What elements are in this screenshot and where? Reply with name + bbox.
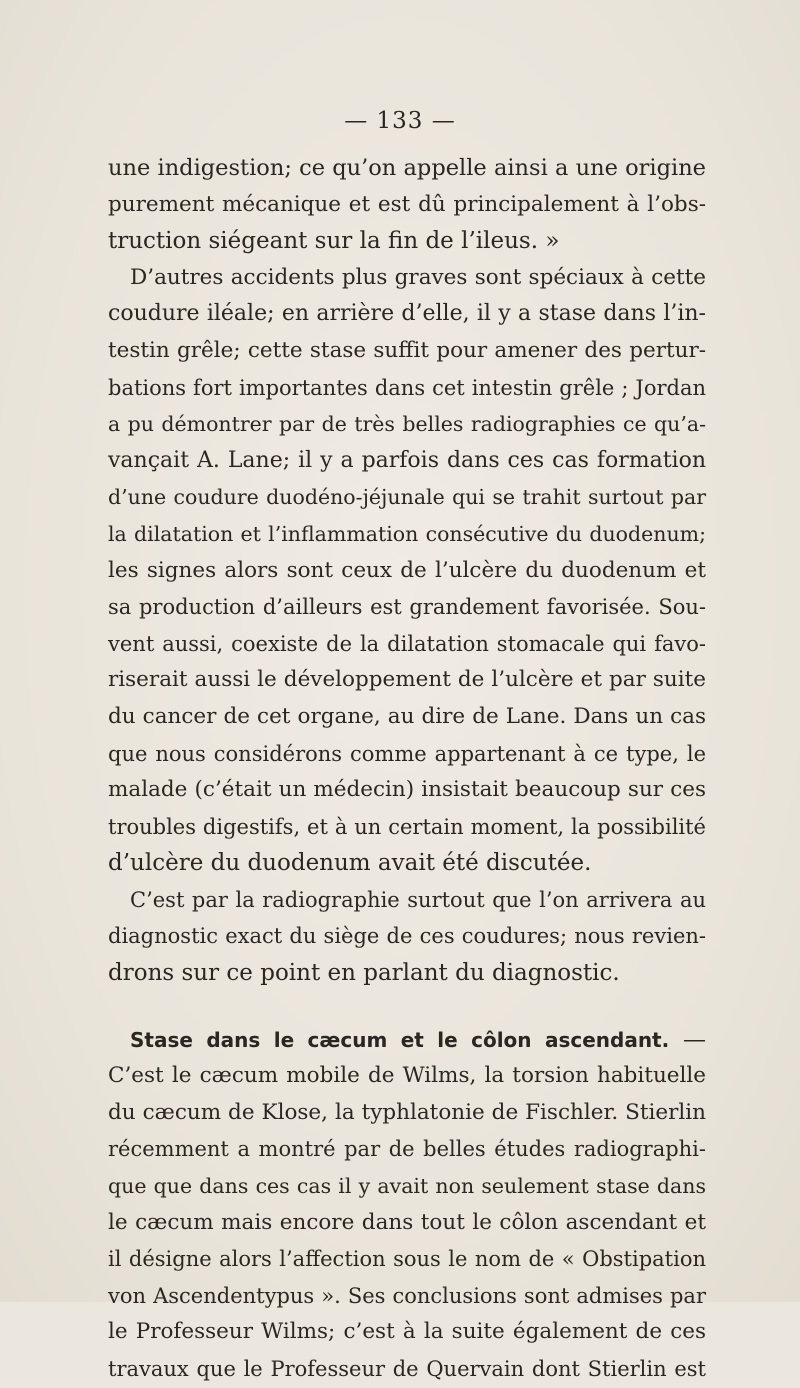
section bbox=[108, 1022, 706, 1388]
text-line: que nous considérons comme appartenant à ce type, le bbox=[108, 741, 706, 766]
text-line: von Ascendentypus ». Ses conclusions sont admises par bbox=[108, 1283, 706, 1308]
text-line: le cæcum mais encore dans tout le côlon ascendant et bbox=[108, 1209, 706, 1235]
section-gap bbox=[108, 992, 706, 1022]
text-line: diagnostic exact du siège de ces coudures; nous revien- bbox=[108, 924, 706, 949]
text-line: bations fort importantes dans cet intestin grêle ; Jordan bbox=[108, 375, 706, 400]
text-line: drons sur ce point en parlant du diagnostic. bbox=[108, 960, 620, 987]
text-line: il désigne alors l’affection sous le nom de « Obstipation bbox=[108, 1247, 706, 1272]
text-line: C’est le cæcum mobile de Wilms, la torsion habituelle bbox=[108, 1063, 706, 1089]
section-heading: Stase dans le cæcum et le côlon ascendant. bbox=[130, 1027, 670, 1052]
text-line: que que dans ces cas il y avait non seulement stase dans bbox=[108, 1174, 706, 1199]
text-line: riserait aussi le développement de l’ulcère et par suite bbox=[108, 667, 706, 693]
text-line: les signes alors sont ceux de l’ulcère du duodenum et bbox=[108, 557, 706, 583]
text-line: troubles digestifs, et à un certain moment, la possibilité bbox=[108, 814, 706, 839]
text-line: coudure iléale; en arrière d’elle, il y a stase dans l’in- bbox=[108, 301, 706, 327]
text-line: travaux que le Professeur de Quervain dont Stierlin est bbox=[108, 1357, 706, 1381]
text-line: C’est par la radiographie surtout que l’on arrivera au bbox=[130, 887, 706, 912]
text-line: récemment a montré par de belles études radiographi- bbox=[108, 1137, 706, 1162]
text-line: vançait A. Lane; il y a parfois dans ces cas formation bbox=[108, 447, 706, 473]
text-line: du cancer de cet organe, au dire de Lane. Dans un cas bbox=[108, 703, 706, 729]
text-line: sa production d’ailleurs est grandement favorisée. Sou- bbox=[108, 595, 706, 620]
text-line: vent aussi, coexiste de la dilatation stomacale qui favo- bbox=[108, 631, 706, 656]
text-line: D’autres accidents plus graves sont spéciaux à cette bbox=[130, 264, 706, 290]
text-line: du cæcum de Klose, la typhlatonie de Fischler. Stierlin bbox=[108, 1099, 706, 1125]
heading-dash: — bbox=[669, 1026, 706, 1053]
text-line: truction siégeant sur la fin de l’ileus. » bbox=[108, 228, 560, 255]
text-line: le Professeur Wilms; c’est à la suite également de ces bbox=[108, 1319, 706, 1345]
text-line: testin grêle; cette stase suffit pour amener des pertur- bbox=[108, 337, 706, 363]
page-number: — 133 — bbox=[344, 108, 456, 134]
text-line: d’ulcère du duodenum avait été discutée. bbox=[108, 850, 592, 877]
paragraph bbox=[108, 150, 706, 260]
text-line: purement mécanique et est dû principalement à l’obs- bbox=[108, 191, 706, 217]
text-line: d’une coudure duodéno-jéjunale qui se trahit surtout par bbox=[108, 485, 706, 510]
text-line: malade (c’était un médecin) insistait beaucoup sur ces bbox=[108, 777, 706, 803]
section-heading-line bbox=[108, 1022, 706, 1059]
text-line: a pu démontrer par de très belles radiographies ce qu’a- bbox=[108, 412, 706, 437]
body-text bbox=[108, 150, 706, 1388]
paragraph bbox=[108, 260, 706, 882]
paragraph bbox=[108, 882, 706, 992]
text-line: une indigestion; ce qu’on appelle ainsi a une origine bbox=[108, 155, 706, 181]
text-line: la dilatation et l’inflammation consécutive du duodenum; bbox=[108, 521, 706, 546]
